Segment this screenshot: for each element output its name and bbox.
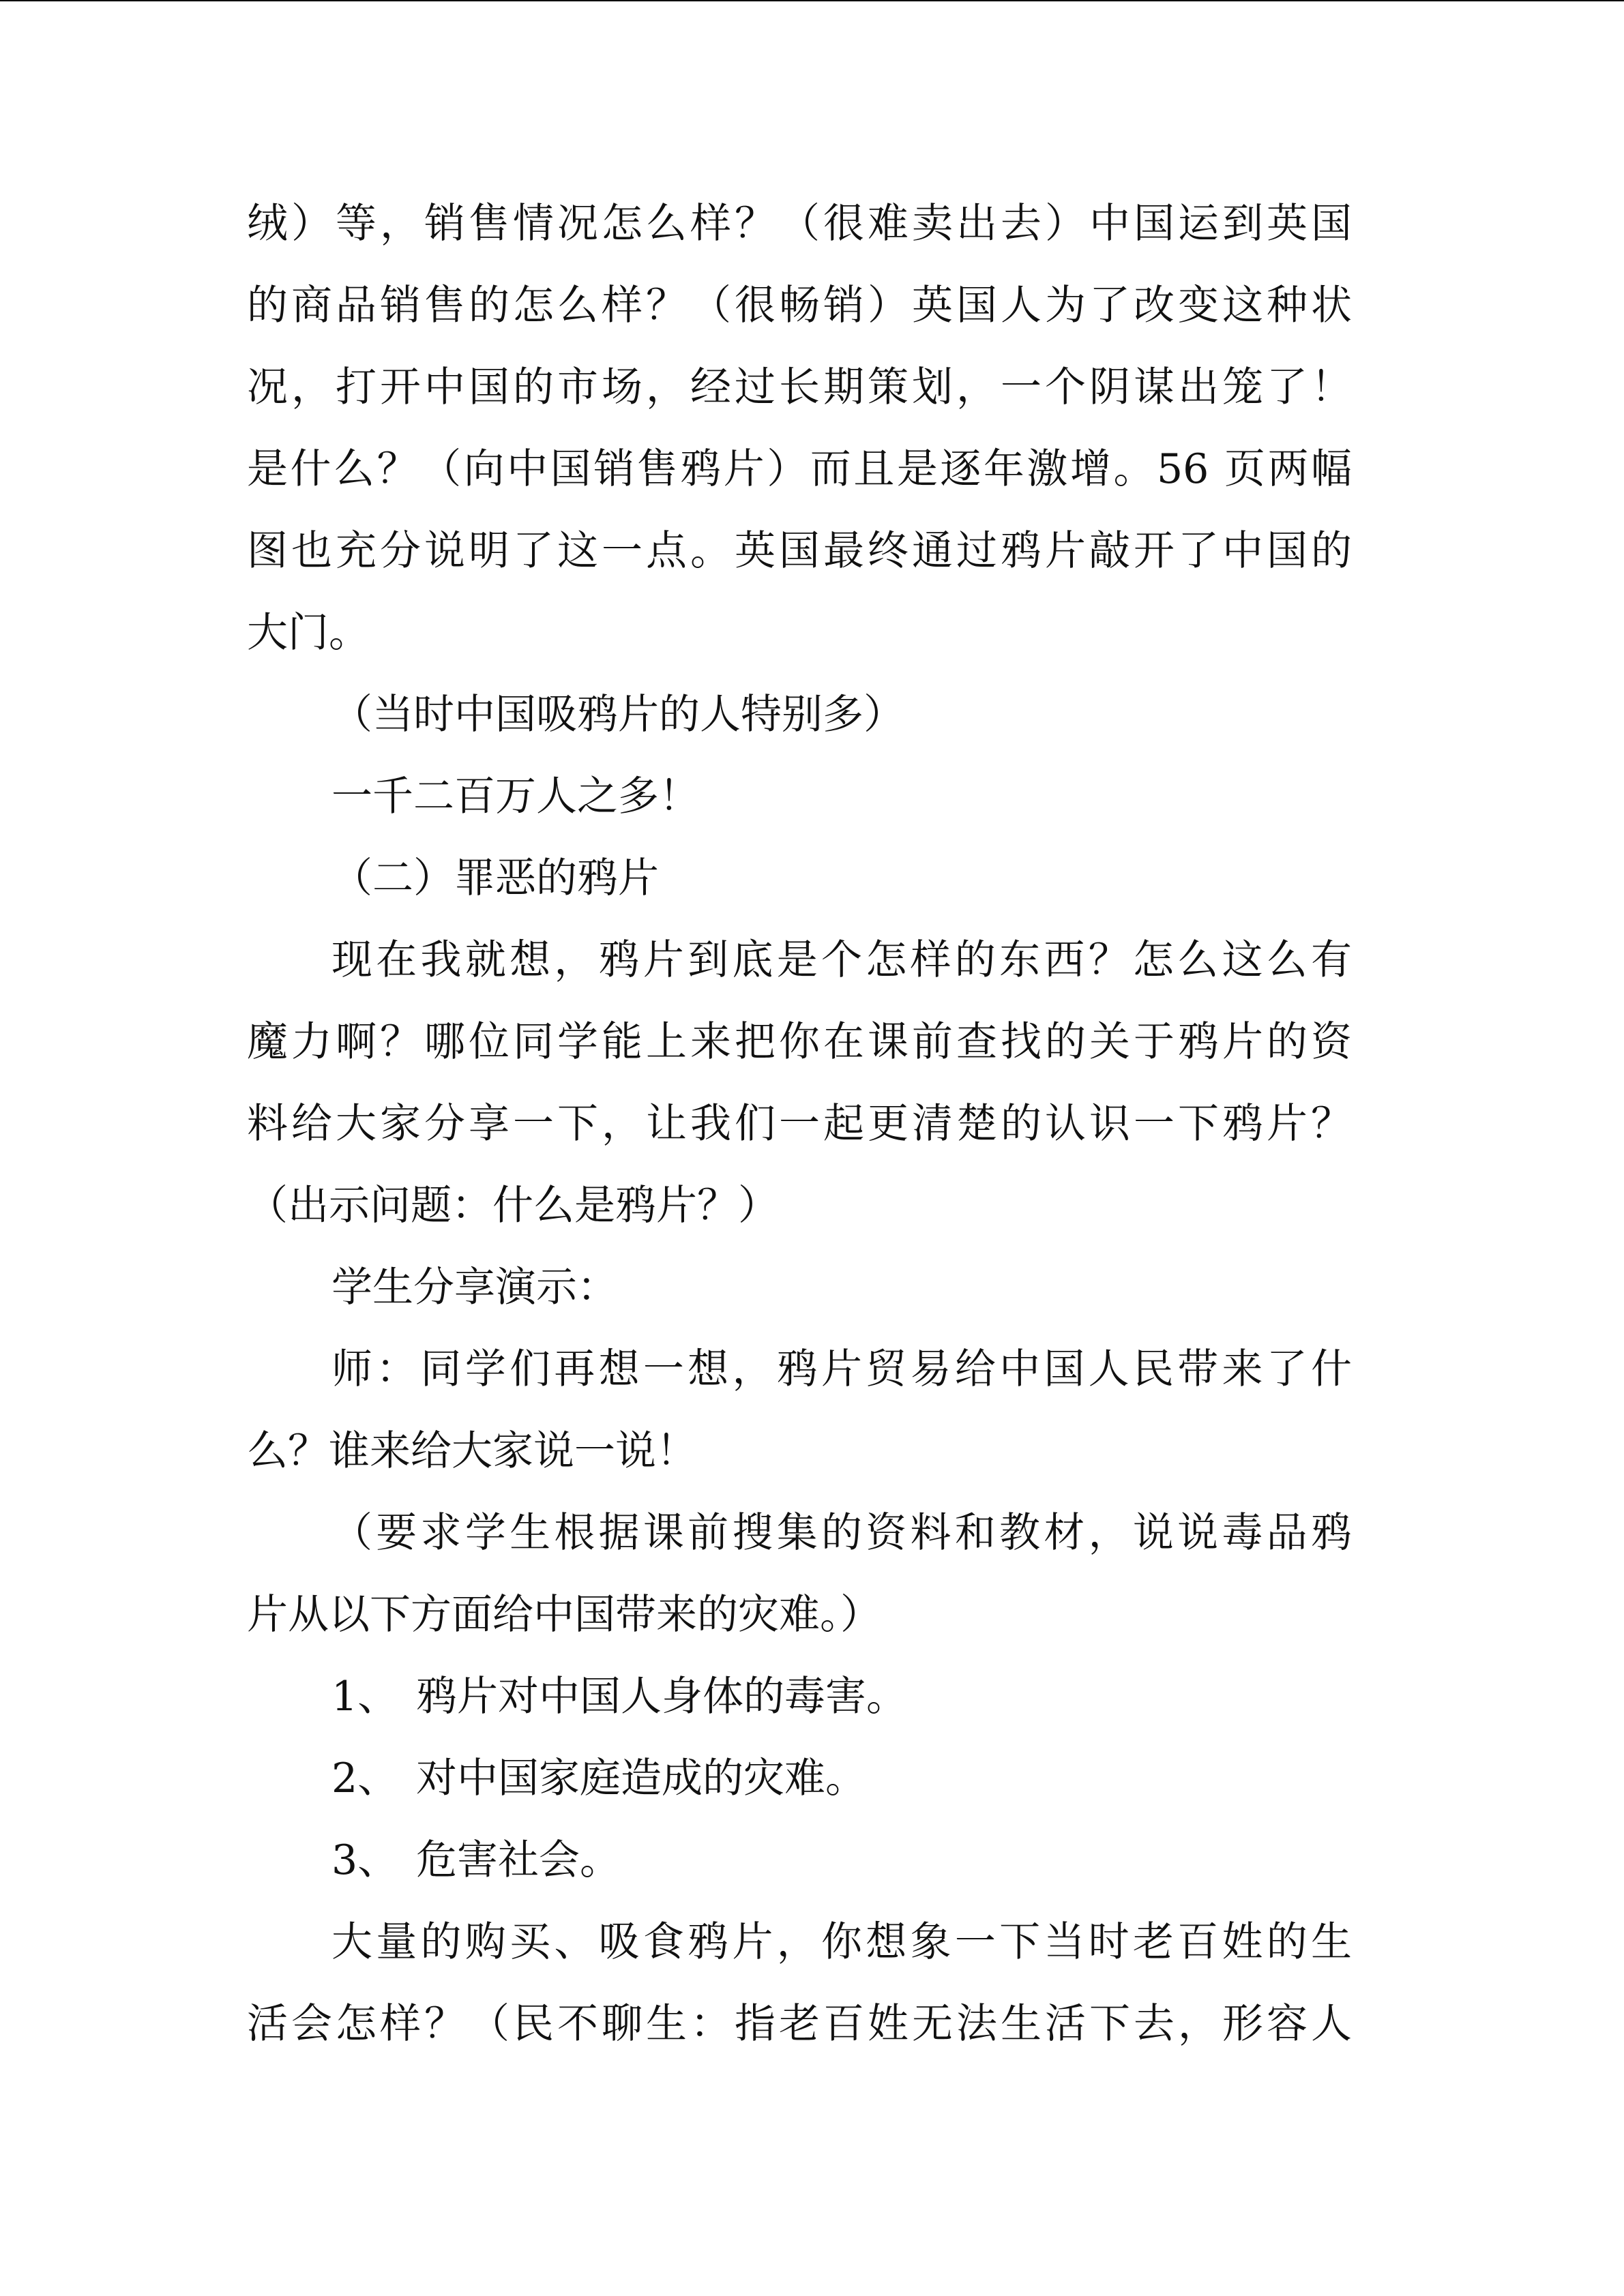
- paragraph-line: 是什么？（向中国销售鸦片）而且是逐年激增。56 页两幅: [247, 445, 1352, 493]
- paragraph-line: 片从以下方面给中国带来的灾难。）: [247, 1591, 881, 1639]
- paragraph-line: 魔力啊？哪位同学能上来把你在课前查找的关于鸦片的资: [247, 1018, 1352, 1066]
- list-item: [247, 1836, 1352, 1884]
- paragraph-line: 学生分享演示：: [331, 1264, 618, 1311]
- page-body: [247, 200, 1352, 2085]
- paragraph-line: 师：同学们再想一想，鸦片贸易给中国人民带来了什: [331, 1345, 1352, 1393]
- paragraph-line: 大门。: [247, 609, 370, 657]
- paragraph-line: 大量的购买、吸食鸦片，你想象一下当时老百姓的生: [331, 1918, 1352, 1966]
- paragraph-line: 图也充分说明了这一点。英国最终通过鸦片敲开了中国的: [247, 527, 1352, 575]
- section-heading: （二）罪恶的鸦片: [331, 854, 659, 902]
- paragraph-line: （当时中国吸鸦片的人特别多）: [331, 691, 904, 739]
- list-item-number: 1、: [331, 1673, 399, 1720]
- paragraph-line: （要求学生根据课前搜集的资料和教材，说说毒品鸦: [331, 1509, 1352, 1557]
- list-item: [247, 1673, 1352, 1720]
- list-item-number: 2、: [331, 1755, 399, 1802]
- paragraph-line: 活会怎样？（民不聊生：指老百姓无法生活下去，形容人: [247, 2000, 1352, 2048]
- paragraph-line: （出示问题：什么是鸦片？）: [247, 1182, 779, 1229]
- list-item-text: 危害社会。: [416, 1836, 621, 1884]
- paragraph-line: 绒）等，销售情况怎么样？（很难卖出去）中国运到英国: [247, 200, 1352, 248]
- paragraph-line: 一千二百万人之多！: [331, 773, 700, 820]
- paragraph-line: 么？谁来给大家说一说！: [247, 1427, 697, 1475]
- list-item-text: 对中国家庭造成的灾难。: [416, 1755, 866, 1802]
- list-item: [247, 1755, 1352, 1802]
- list-item-text: 鸦片对中国人身体的毒害。: [416, 1673, 907, 1720]
- paragraph-line: 的商品销售的怎么样？（很畅销）英国人为了改变这种状: [247, 282, 1352, 329]
- list-item-number: 3、: [331, 1836, 399, 1884]
- paragraph-line: 况，打开中国的市场，经过长期策划，一个阴谋出笼了！: [247, 363, 1352, 411]
- paragraph-line: 现在我就想，鸦片到底是个怎样的东西？怎么这么有: [331, 936, 1352, 984]
- paragraph-line: 料给大家分享一下，让我们一起更清楚的认识一下鸦片？: [247, 1100, 1352, 1148]
